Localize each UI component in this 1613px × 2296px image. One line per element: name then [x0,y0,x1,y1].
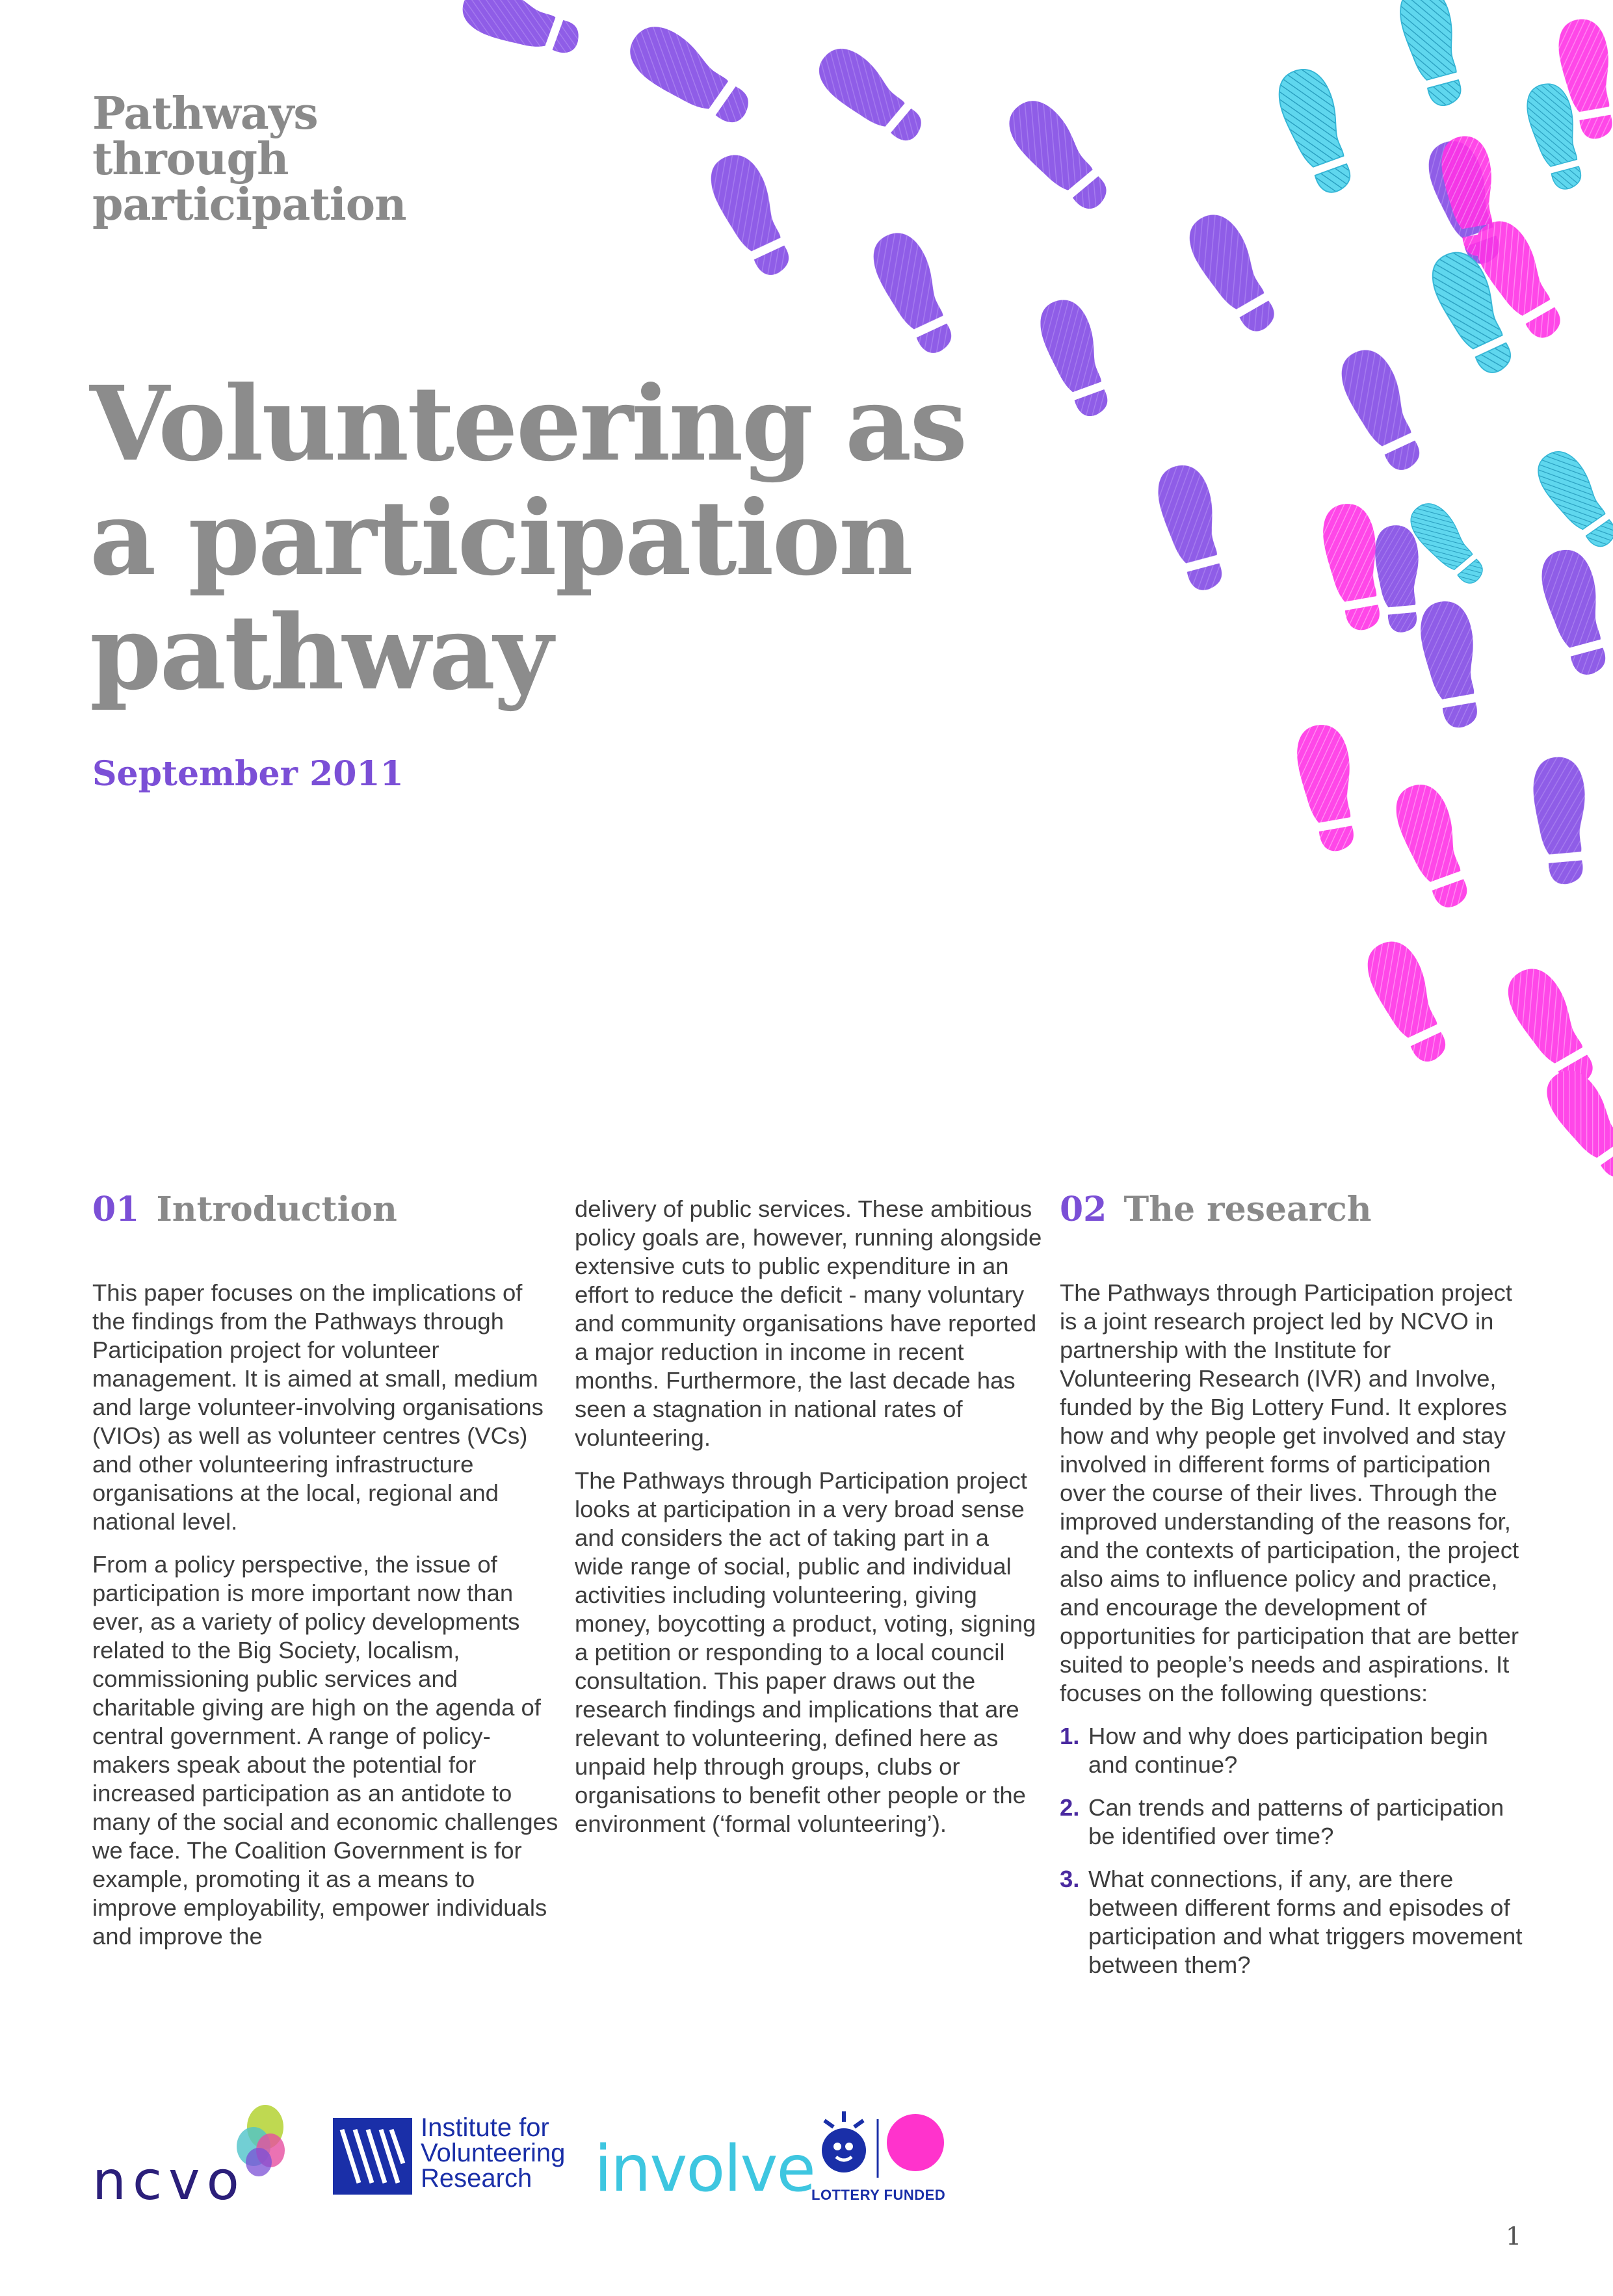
ivr-wordmark [421,2115,565,2191]
question-text: What connections, if any, are there between different forms and episodes of participation and what triggers movement between them? [1088,1866,1523,1978]
paragraph: delivery of public services. These ambitious policy goals are, however, running alongside extensive cuts to public expenditure in an effort to reduce the deficit - many voluntary and community organisations have reported a major reduction in income in recent months. Furthermore, the last decade has seen a stagnation in national rates of volunteering. [575,1195,1042,1451]
series-title-line: participation [92,179,406,231]
purple-footprint [1535,544,1613,681]
ivr-logo [333,2113,567,2202]
purple-footprint [998,90,1119,221]
cyan-footprint [1394,0,1472,111]
section-heading-introduction [92,1190,560,1229]
cyan-footprint [1529,443,1613,556]
question-number: 3. [1060,1866,1080,1892]
series-title [92,88,406,231]
series-title-line: Pathways [92,88,318,140]
question-number: 1. [1060,1723,1080,1749]
question-item [1060,1865,1528,1979]
document-title [90,364,966,713]
question-text: Can trends and patterns of participation be identified over time? [1088,1794,1504,1849]
purple-footprint [809,38,932,153]
section-number: 02 [1060,1190,1107,1229]
paragraph: The Pathways through Participation project looks at participation in a very broad sense and considers the act of taking part in a wide range of social, public and individual activities including volunteering, giving money, boycotting a product, voting, signing a petition or responding to a local council consultation. This paper draws out the research findings and implications that are relevant to volunteering, defined here as unpaid help through groups, clubs or organisations to benefit other people or the environment (‘formal volunteering’). [575,1467,1036,1837]
lottery-hands-icon [811,2107,961,2184]
purple-footprint [1372,523,1424,634]
page-number: 1 [1506,2222,1522,2250]
section-title: Introduction [156,1190,397,1229]
column-introduction [92,1190,560,1965]
publication-date: September 2011 [92,754,404,794]
involve-logo: involve [594,2132,815,2206]
magenta-footprint [1292,721,1365,855]
question-number: 2. [1060,1794,1080,1821]
ncvo-logo [91,2100,306,2210]
lottery-funded-logo [811,2107,980,2211]
magenta-footprint [1537,1061,1613,1188]
purple-footprint [456,0,586,65]
title-line: a participation [90,478,911,599]
question-item [1060,1722,1528,1779]
section-heading-research [1060,1190,1528,1229]
ivr-line: Volunteering [421,2139,566,2167]
paragraph: The Pathways through Participation project is a joint research project led by NCVO in partnership with the Institute for Volunteering Research (IVR) and Involve, funded by the Big Lottery Fund. It explores how and why people get involved and stay involved in different forms of participation over the course of their lives. Through the improved understanding of the reasons for, and the contexts of participation, the project also aims to influence policy and practice, and encourage the development of opportunities for participation that are better suited to people’s needs and aspirations. It focuses on the following questions: [1060,1279,1519,1706]
research-questions [1060,1722,1528,1979]
magenta-footprint [1387,777,1479,915]
purple-footprint [702,147,802,284]
section-title: The research [1123,1190,1372,1229]
cyan-footprint [1270,62,1362,200]
column-research [1060,1190,1528,1994]
question-text: How and why does participation begin and continue? [1088,1723,1488,1778]
purple-footprint [1032,293,1120,423]
purple-footprint [1151,460,1234,596]
purple-footprint [864,225,964,362]
purple-footprint [1415,597,1488,732]
ivr-emblem-icon [333,2118,412,2195]
ncvo-wordmark: ncvo [92,2150,246,2212]
question-item [1060,1794,1528,1851]
paragraph: From a policy perspective, the issue of participation is more important now than ever, as a variety of policy developments related to the Big Society, localism, commissioning public services and charitable giving are high on the agenda of central government. A range of policy-makers speak about the potential for increased participation as an antidote to many of the social and economic challenges we face. The Coalition Government is for example, promoting it as a means to improve employability, empower individuals and improve the [92,1551,558,1950]
purple-footprint [1530,755,1592,886]
purple-footprint [1179,205,1287,341]
title-line: pathway [90,593,551,713]
lottery-funded-label: LOTTERY FUNDED [811,2187,946,2203]
paragraph: This paper focuses on the implications of the findings from the Pathways through Participation project for volunteer management. It is aimed at small, medium and large volunteer-involving organisations (VIOs) as well as volunteer centres (VCs) and other volunteering infrastructure organisations at the local, regional and national level. [92,1279,544,1535]
ivr-line: Research [421,2164,532,2193]
magenta-footprint [1358,933,1458,1071]
section-number: 01 [92,1190,140,1229]
magenta-footprint [1498,959,1606,1095]
ivr-line: Institute for [421,2113,549,2142]
partner-logos [85,2093,995,2210]
purple-footprint [1332,342,1432,479]
column-continued [575,1195,1043,1853]
series-title-line: through [92,133,289,185]
purple-footprint [620,16,760,137]
title-line: Volunteering as [90,364,966,484]
